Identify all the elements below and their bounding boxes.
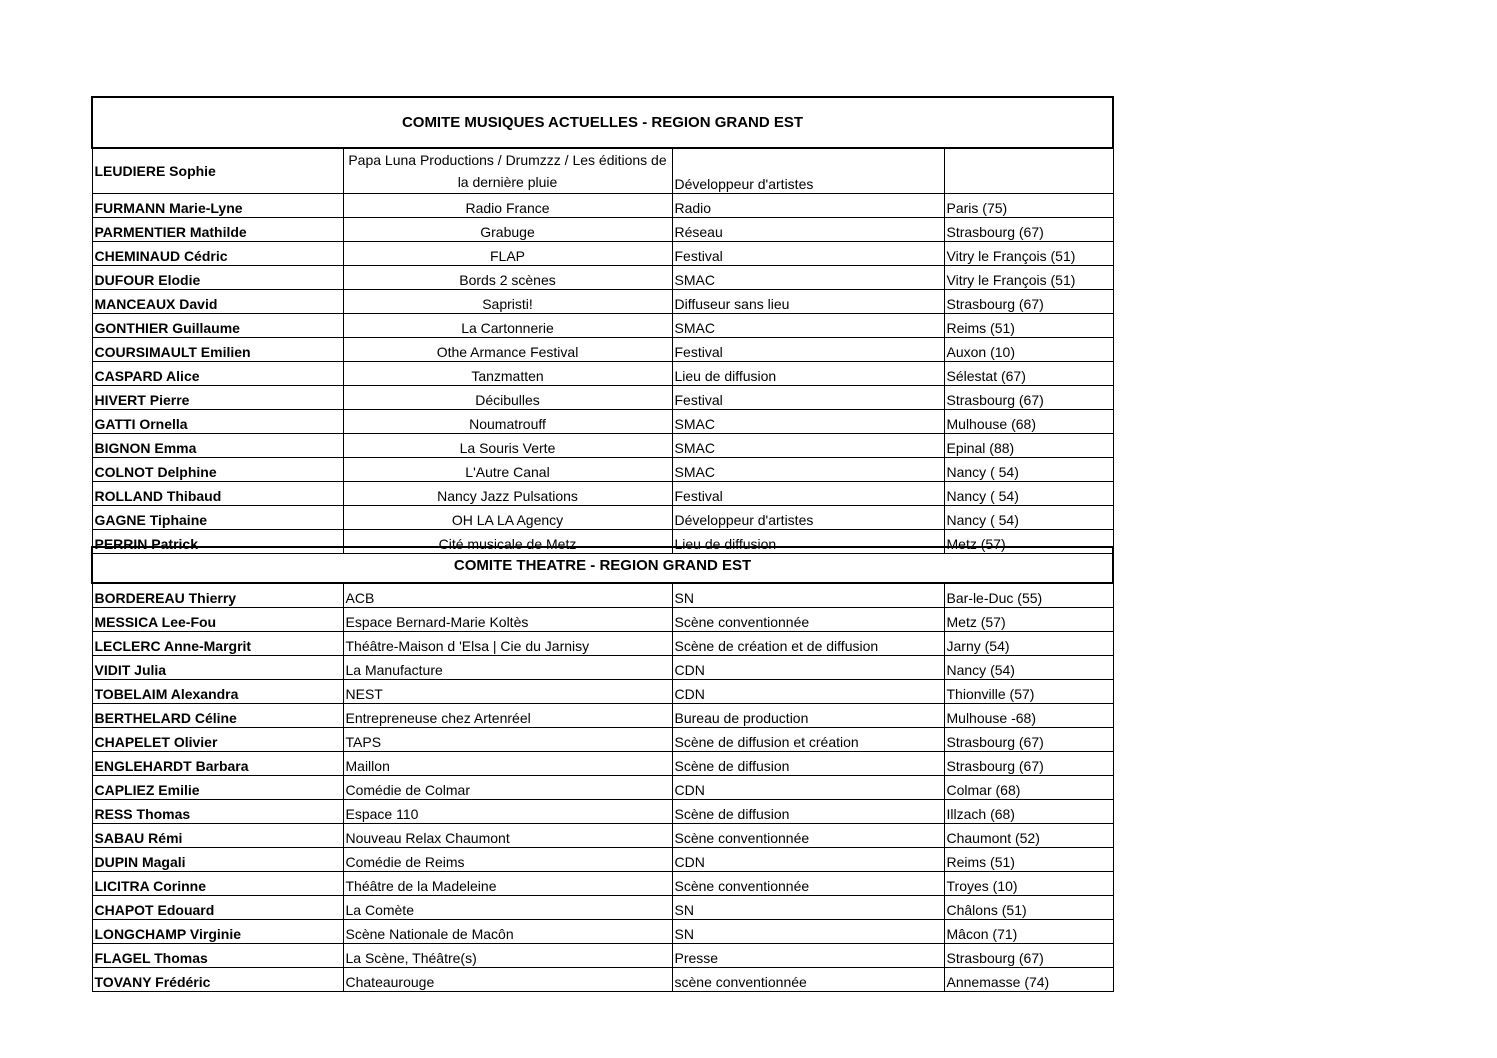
member-location: Jarny (54) — [944, 632, 1113, 656]
member-structure: Grabuge — [343, 218, 672, 242]
member-structure: La Scène, Théâtre(s) — [343, 944, 672, 968]
table-row — [92, 482, 1113, 506]
member-name: PARMENTIER Mathilde — [92, 218, 343, 242]
member-structure: Papa Luna Productions / Drumzzz / Les éditions de la dernière pluie — [343, 148, 672, 194]
member-name: DUFOUR Elodie — [92, 266, 343, 290]
member-type: Diffuseur sans lieu — [672, 290, 944, 314]
member-type: Scène de création et de diffusion — [672, 632, 944, 656]
member-type: Festival — [672, 482, 944, 506]
member-type: SMAC — [672, 458, 944, 482]
member-location: Nancy ( 54) — [944, 458, 1113, 482]
table-row — [92, 680, 1113, 704]
member-type: SMAC — [672, 434, 944, 458]
member-name: GAGNE Tiphaine — [92, 506, 343, 530]
table-row — [92, 920, 1113, 944]
member-type: Scène conventionnée — [672, 608, 944, 632]
member-name: SABAU Rémi — [92, 824, 343, 848]
member-location: Strasbourg (67) — [944, 728, 1113, 752]
member-location: Strasbourg (67) — [944, 386, 1113, 410]
member-type: SMAC — [672, 314, 944, 338]
table-row — [92, 776, 1113, 800]
member-structure: Comédie de Colmar — [343, 776, 672, 800]
table-row — [92, 632, 1113, 656]
member-location: Mulhouse (68) — [944, 410, 1113, 434]
member-location: Vitry le François (51) — [944, 266, 1113, 290]
member-structure: Cité musicale de Metz — [343, 530, 672, 554]
member-location: Nancy ( 54) — [944, 482, 1113, 506]
member-type: Festival — [672, 242, 944, 266]
member-type: Scène de diffusion et création — [672, 728, 944, 752]
member-name: FURMANN Marie-Lyne — [92, 194, 343, 218]
member-structure: Comédie de Reims — [343, 848, 672, 872]
member-name: COLNOT Delphine — [92, 458, 343, 482]
table-row — [92, 218, 1113, 242]
member-type: Bureau de production — [672, 704, 944, 728]
table-row — [92, 728, 1113, 752]
table-row — [92, 824, 1113, 848]
member-name: BERTHELARD Céline — [92, 704, 343, 728]
theatre-table — [91, 546, 1114, 992]
table-title-row — [92, 547, 1113, 583]
member-location: Colmar (68) — [944, 776, 1113, 800]
member-type: Développeur d'artistes — [672, 148, 944, 194]
member-structure: Décibulles — [343, 386, 672, 410]
member-name: RESS Thomas — [92, 800, 343, 824]
table-row — [92, 148, 1113, 194]
member-name: LEUDIERE Sophie — [92, 148, 343, 194]
member-type: Lieu de diffusion — [672, 362, 944, 386]
member-location: Epinal (88) — [944, 434, 1113, 458]
member-name: ROLLAND Thibaud — [92, 482, 343, 506]
table-row — [92, 434, 1113, 458]
member-type: SN — [672, 896, 944, 920]
member-location: Bar-le-Duc (55) — [944, 583, 1113, 608]
table-title: COMITE THEATRE - REGION GRAND EST — [92, 547, 1113, 583]
member-type: SMAC — [672, 266, 944, 290]
member-location: Mulhouse -68) — [944, 704, 1113, 728]
member-type: Festival — [672, 338, 944, 362]
member-type: Scène de diffusion — [672, 800, 944, 824]
table-row — [92, 656, 1113, 680]
member-structure: Espace 110 — [343, 800, 672, 824]
table-row — [92, 872, 1113, 896]
table-row — [92, 194, 1113, 218]
member-type: Scène de diffusion — [672, 752, 944, 776]
table-row — [92, 266, 1113, 290]
member-location: Châlons (51) — [944, 896, 1113, 920]
table-row — [92, 290, 1113, 314]
member-structure: Sapristi! — [343, 290, 672, 314]
member-structure: Nancy Jazz Pulsations — [343, 482, 672, 506]
member-location: Reims (51) — [944, 848, 1113, 872]
member-type: CDN — [672, 776, 944, 800]
member-structure: Radio France — [343, 194, 672, 218]
member-structure: ACB — [343, 583, 672, 608]
member-structure: Espace Bernard-Marie Koltès — [343, 608, 672, 632]
member-structure: Scène Nationale de Macôn — [343, 920, 672, 944]
member-location: Mâcon (71) — [944, 920, 1113, 944]
table-row — [92, 968, 1113, 992]
member-name: MANCEAUX David — [92, 290, 343, 314]
member-structure: OH LA LA Agency — [343, 506, 672, 530]
member-structure: Théâtre de la Madeleine — [343, 872, 672, 896]
table-row — [92, 338, 1113, 362]
table-row — [92, 608, 1113, 632]
member-type: Développeur d'artistes — [672, 506, 944, 530]
table-row — [92, 410, 1113, 434]
table-row — [92, 848, 1113, 872]
member-location: Nancy ( 54) — [944, 506, 1113, 530]
member-name: VIDIT Julia — [92, 656, 343, 680]
table-row — [92, 752, 1113, 776]
member-structure: Entrepreneuse chez Artenréel — [343, 704, 672, 728]
member-name: BORDEREAU Thierry — [92, 583, 343, 608]
member-structure: La Souris Verte — [343, 434, 672, 458]
member-location: Strasbourg (67) — [944, 218, 1113, 242]
table-row — [92, 944, 1113, 968]
member-name: TOVANY Frédéric — [92, 968, 343, 992]
member-name: CHEMINAUD Cédric — [92, 242, 343, 266]
member-structure: Chateaurouge — [343, 968, 672, 992]
table-row — [92, 506, 1113, 530]
table-row — [92, 362, 1113, 386]
member-location: Metz (57) — [944, 530, 1113, 554]
member-structure: Othe Armance Festival — [343, 338, 672, 362]
member-location: Chaumont (52) — [944, 824, 1113, 848]
member-structure: Bords 2 scènes — [343, 266, 672, 290]
member-structure: Théâtre-Maison d 'Elsa | Cie du Jarnisy — [343, 632, 672, 656]
member-location: Illzach (68) — [944, 800, 1113, 824]
member-structure: La Cartonnerie — [343, 314, 672, 338]
member-type: scène conventionnée — [672, 968, 944, 992]
member-structure: L'Autre Canal — [343, 458, 672, 482]
member-location: Annemasse (74) — [944, 968, 1113, 992]
member-structure: La Comète — [343, 896, 672, 920]
member-location: Nancy (54) — [944, 656, 1113, 680]
member-name: GATTI Ornella — [92, 410, 343, 434]
member-name: CASPARD Alice — [92, 362, 343, 386]
member-name: TOBELAIM Alexandra — [92, 680, 343, 704]
member-location: Strasbourg (67) — [944, 944, 1113, 968]
member-location — [944, 148, 1113, 194]
member-name: LONGCHAMP Virginie — [92, 920, 343, 944]
member-type: Scène conventionnée — [672, 872, 944, 896]
table-row — [92, 896, 1113, 920]
member-type: Scène conventionnée — [672, 824, 944, 848]
member-type: Presse — [672, 944, 944, 968]
table-row — [92, 314, 1113, 338]
member-location: Metz (57) — [944, 608, 1113, 632]
member-type: SN — [672, 920, 944, 944]
member-type: CDN — [672, 680, 944, 704]
member-name: DUPIN Magali — [92, 848, 343, 872]
member-name: ENGLEHARDT Barbara — [92, 752, 343, 776]
member-name: LICITRA Corinne — [92, 872, 343, 896]
table-row — [92, 386, 1113, 410]
member-location: Strasbourg (67) — [944, 290, 1113, 314]
member-type: Réseau — [672, 218, 944, 242]
member-name: CAPLIEZ Emilie — [92, 776, 343, 800]
member-structure: Nouveau Relax Chaumont — [343, 824, 672, 848]
member-type: Lieu de diffusion — [672, 530, 944, 554]
member-location: Strasbourg (67) — [944, 752, 1113, 776]
member-type: CDN — [672, 848, 944, 872]
table-row — [92, 800, 1113, 824]
table-row — [92, 458, 1113, 482]
member-name: COURSIMAULT Emilien — [92, 338, 343, 362]
member-location: Auxon (10) — [944, 338, 1113, 362]
member-location: Vitry le François (51) — [944, 242, 1113, 266]
member-name: MESSICA Lee-Fou — [92, 608, 343, 632]
member-name: PERRIN Patrick — [92, 530, 343, 554]
table-title-row — [92, 97, 1113, 148]
member-location: Sélestat (67) — [944, 362, 1113, 386]
table-title: COMITE MUSIQUES ACTUELLES - REGION GRAND EST — [92, 97, 1113, 148]
member-structure: Noumatrouff — [343, 410, 672, 434]
member-structure: Tanzmatten — [343, 362, 672, 386]
member-name: CHAPELET Olivier — [92, 728, 343, 752]
member-type: SMAC — [672, 410, 944, 434]
member-location: Paris (75) — [944, 194, 1113, 218]
table-row — [92, 583, 1113, 608]
member-type: SN — [672, 583, 944, 608]
member-name: LECLERC Anne-Margrit — [92, 632, 343, 656]
member-location: Troyes (10) — [944, 872, 1113, 896]
member-structure: FLAP — [343, 242, 672, 266]
member-location: Thionville (57) — [944, 680, 1113, 704]
member-name: FLAGEL Thomas — [92, 944, 343, 968]
member-type: Radio — [672, 194, 944, 218]
member-name: BIGNON Emma — [92, 434, 343, 458]
member-name: CHAPOT Edouard — [92, 896, 343, 920]
member-type: Festival — [672, 386, 944, 410]
member-structure: La Manufacture — [343, 656, 672, 680]
member-structure: TAPS — [343, 728, 672, 752]
member-type: CDN — [672, 656, 944, 680]
member-name: GONTHIER Guillaume — [92, 314, 343, 338]
table-row — [92, 704, 1113, 728]
member-structure: Maillon — [343, 752, 672, 776]
musiques-actuelles-table — [91, 96, 1114, 554]
member-structure: NEST — [343, 680, 672, 704]
member-location: Reims (51) — [944, 314, 1113, 338]
member-name: HIVERT Pierre — [92, 386, 343, 410]
table-row — [92, 242, 1113, 266]
